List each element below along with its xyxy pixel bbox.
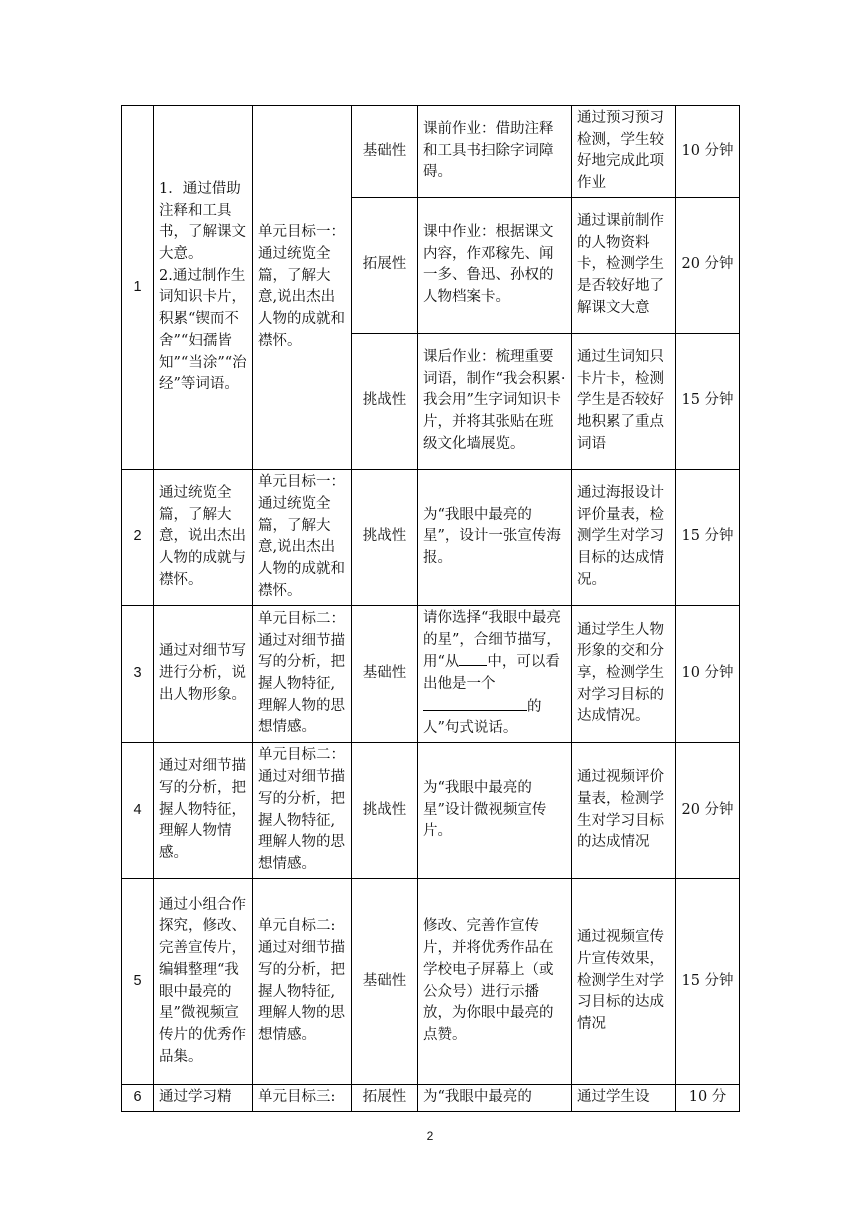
learning-objective-cell: 通过对细节描写的分析，把握人物特征，理解人物情感。 (154, 743, 253, 879)
page-number: 2 (426, 1129, 434, 1143)
task-level: 拓展性 (352, 197, 418, 333)
row-index: 2 (122, 469, 154, 605)
time-allotted: 20 分钟 (676, 197, 740, 333)
learning-objective-cell: 通过学习精 (154, 1085, 253, 1112)
table-row (122, 605, 740, 742)
learning-objective-cell: 通过对细节写进行分析，说出人物形象。 (154, 605, 253, 742)
sentence-frame-part: 的人”句式说话。 (423, 698, 542, 737)
task-level: 拓展性 (352, 1085, 418, 1112)
row-index: 5 (122, 879, 154, 1085)
assessment-method: 通过视频宣传片宣传效果，检测学生对学习目标的达成情况 (572, 879, 676, 1085)
fill-blank (423, 696, 527, 711)
time-allotted: 10 分钟 (676, 605, 740, 742)
task-content: 为“我眼中最亮的星”设计微视频宣传片。 (418, 743, 572, 879)
assessment-method: 通过学生设 (572, 1085, 676, 1112)
homework-design-table (121, 105, 740, 1112)
row-index: 1 (122, 106, 154, 470)
table-row (122, 1085, 740, 1112)
task-level: 基础性 (352, 605, 418, 742)
sentence-frame-part: 中，可以看出他是一个 (423, 654, 560, 692)
row-index: 6 (122, 1085, 154, 1112)
task-content: 修改、完善作宣传片，并将优秀作品在学校电子屏幕上（或公众号）进行示播放，为你眼中最亮的点赞。 (418, 879, 572, 1085)
unit-goal-cell: 单元目标二：通过对细节描写的分析，把握人物特征,理解人物的思想情感。 (253, 743, 352, 879)
unit-goal-cell: 单元目标三: (253, 1085, 352, 1112)
task-content: 课前作业：借助注释和工具书扫除字词障碍。 (418, 106, 572, 198)
task-content: 为“我眼中最亮的 (418, 1085, 572, 1112)
task-content: 课后作业：梳理重要词语，制作“我会积累·我会用”生字词知识卡片，并将其张贴在班级文化墙展览。 (418, 333, 572, 469)
task-level: 基础性 (352, 879, 418, 1085)
time-allotted: 20 分钟 (676, 743, 740, 879)
assessment-method: 通过生词知只卡片卡，检测学生是否较好地积累了重点词语 (572, 333, 676, 469)
time-allotted: 15 分钟 (676, 333, 740, 469)
unit-goal-cell: 单元目标二：通过对细节描写的分析，把握人物特征,理解人物的思想情感。 (253, 605, 352, 742)
sentence-frame-part: 请你选择“我眼中最亮的星”，合细节描写，用“从 (423, 609, 561, 671)
unit-goal-cell: 单元自标二:通过对细节描写的分析，把握人物特征,理解人物的思想情感。 (253, 879, 352, 1085)
time-allotted: 15 分钟 (676, 469, 740, 605)
unit-goal-cell: 单元目标一：通过统览全篇，了解大意,说出杰出人物的成就和襟怀。 (253, 469, 352, 605)
learning-objective-cell (154, 106, 253, 470)
task-content: 为“我眼中最亮的星”，设计一张宣传海报。 (418, 469, 572, 605)
table-row (122, 469, 740, 605)
task-level: 挑战性 (352, 743, 418, 879)
assessment-method: 通过课前制作的人物资料卡，检测学生是否较好地了解课文大意 (572, 197, 676, 333)
time-allotted: 10 分 (676, 1085, 740, 1112)
task-level: 挑战性 (352, 333, 418, 469)
task-content (418, 605, 572, 742)
fill-blank (459, 651, 487, 666)
task-level: 挑战性 (352, 469, 418, 605)
learning-objective-cell: 通过小组合作探究，修改、完善宣传片，编辑整理“我眼中最亮的星”微视频宣传片的优秀作品集。 (154, 879, 253, 1085)
table-row (122, 743, 740, 879)
unit-goal-cell: 单元目标一：通过统览全篇，了解大意,说出杰出人物的成就和襟怀。 (253, 106, 352, 470)
learning-objective-cell: 通过统览全篇，了解大意，说出杰出人物的成就与襟怀。 (154, 469, 253, 605)
row-index: 3 (122, 605, 154, 742)
objective-text: 1．通过借助注释和工具书，了解课文大意。 2.通过制作生词知识卡片，积累“锲而不舍”“妇孺皆知”“当涂”“治经”等词语。 (159, 180, 247, 393)
table-row (122, 879, 740, 1085)
assessment-method: 通过视频评价量表，检测学生对学习目标的达成情况 (572, 743, 676, 879)
table-row (122, 106, 740, 198)
task-content: 课中作业：根据课文内容，作邓稼先、闻一多、鲁迅、孙权的人物档案卡。 (418, 197, 572, 333)
assessment-method: 通过海报设计评价量表，检测学生对学习目标的达成情况。 (572, 469, 676, 605)
assessment-method: 通过学生人物形象的交和分享，检测学生对学习目标的达成情况。 (572, 605, 676, 742)
row-index: 4 (122, 743, 154, 879)
task-level: 基础性 (352, 106, 418, 198)
assessment-method: 通过预习预习检测，学生较好地完成此项作业 (572, 106, 676, 198)
time-allotted: 15 分钟 (676, 879, 740, 1085)
time-allotted: 10 分钟 (676, 106, 740, 198)
